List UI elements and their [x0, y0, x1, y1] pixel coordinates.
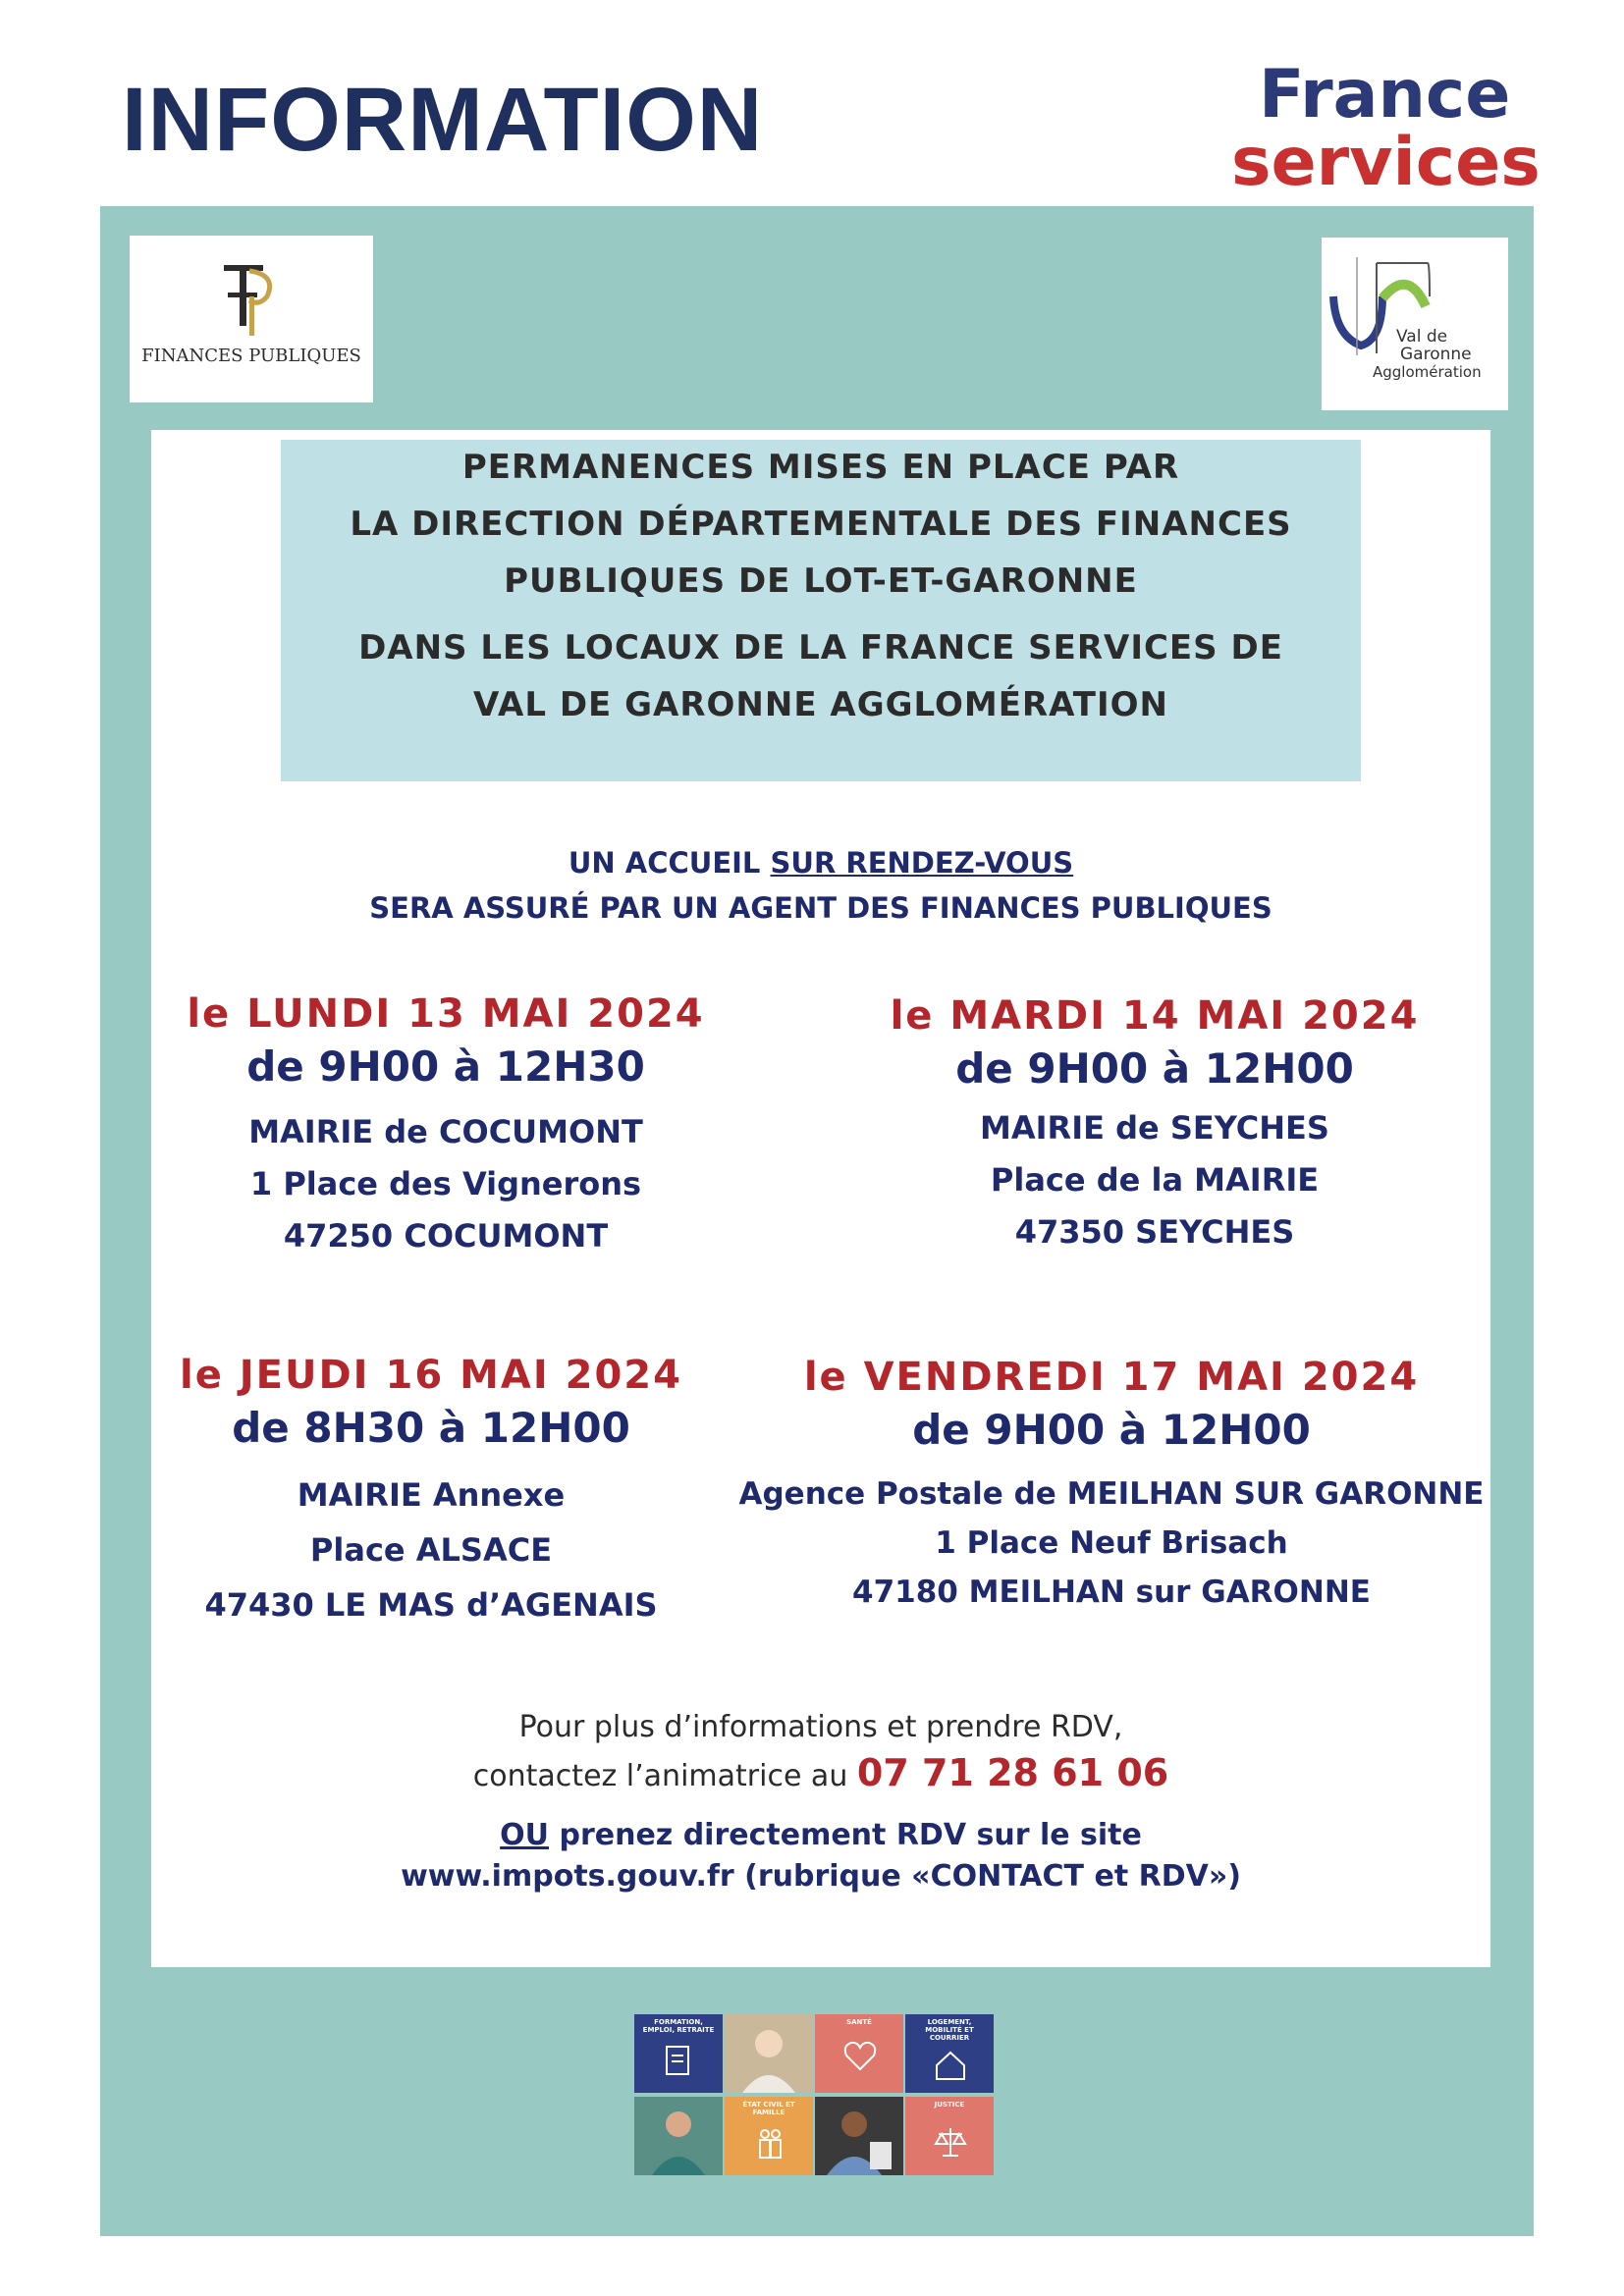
collage-tile — [905, 2097, 994, 2175]
session-address-line: Agence Postale de MEILHAN SUR GARONNE — [738, 1476, 1485, 1512]
contact-line1: Pour plus d’informations et prendre RDV, — [518, 1710, 1123, 1744]
france-services-logo-line1: France — [1259, 56, 1511, 133]
intro-line2: SERA ASSURÉ PAR UN AGENT DES FINANCES PUBLIQUES — [369, 891, 1272, 925]
contact-line2 — [151, 1751, 1490, 1794]
val-de-garonne-logo — [1322, 238, 1508, 410]
session-hours: de 8H30 à 12H00 — [232, 1404, 630, 1452]
contact-line3 — [151, 1818, 1490, 1852]
vg-mark-icon — [1322, 238, 1508, 410]
session-address-line: 47430 LE MAS d’AGENAIS — [204, 1586, 658, 1624]
vg-label-line1: Val de — [1396, 327, 1448, 347]
tile-caption: SANTÉ — [846, 2018, 872, 2026]
title-line: LA DIRECTION DÉPARTEMENTALE DES FINANCES — [350, 505, 1292, 544]
collage-tile — [634, 2014, 723, 2093]
session-address-line: 1 Place des Vignerons — [249, 1165, 642, 1202]
session-hours: de 9H00 à 12H00 — [955, 1044, 1354, 1093]
services-collage — [634, 2014, 996, 2175]
tile-caption: JUSTICE — [934, 2101, 965, 2109]
title-line: DANS LES LOCAUX DE LA FRANCE SERVICES DE — [358, 628, 1283, 667]
intro-underlined: SUR RENDEZ-VOUS — [770, 846, 1074, 880]
session-monday — [151, 991, 740, 1262]
contact-ou: OU — [500, 1818, 550, 1852]
session-day: le JEUDI 16 MAI 2024 — [180, 1353, 682, 1398]
title-line: PERMANENCES MISES EN PLACE PAR — [461, 448, 1180, 487]
title-line: PUBLIQUES DE LOT-ET-GARONNE — [504, 561, 1138, 601]
document-icon — [664, 2044, 693, 2079]
collage-tile — [815, 2014, 903, 2093]
collage-photo-tile — [634, 2097, 723, 2175]
session-address-line: Place ALSACE — [309, 1531, 553, 1569]
collage-photo-tile — [815, 2097, 903, 2175]
tile-caption: FORMATION, EMPLOI, RETRAITE — [642, 2018, 715, 2034]
session-address-line: 47180 MEILHAN sur GARONNE — [852, 1575, 1371, 1610]
session-address-line: 1 Place Neuf Brisach — [935, 1525, 1288, 1561]
collage-photo-tile — [725, 2014, 813, 2093]
tile-caption: LOGEMENT, MOBILITÉ ET COURRIER — [925, 2018, 974, 2042]
heart-icon — [842, 2038, 878, 2073]
phone-number: 07 71 28 61 06 — [856, 1751, 1169, 1794]
fp-monogram-icon — [130, 236, 373, 402]
session-address-line: 47350 SEYCHES — [1014, 1213, 1295, 1251]
session-tuesday — [860, 993, 1449, 1258]
session-hours: de 9H00 à 12H30 — [246, 1042, 645, 1091]
session-address-line: Place de la MAIRIE — [990, 1161, 1320, 1199]
session-day: le MARDI 14 MAI 2024 — [890, 993, 1420, 1039]
finances-publiques-label: FINANCES PUBLIQUES — [141, 346, 361, 366]
tile-caption: ÉTAT CIVIL ET FAMILLE — [742, 2101, 795, 2116]
intro-prefix: UN ACCUEIL — [568, 846, 771, 880]
title-box — [281, 440, 1361, 781]
session-address-line: MAIRIE Annexe — [297, 1476, 566, 1514]
collage-tile — [905, 2014, 994, 2093]
person-photo-icon — [634, 2097, 723, 2175]
session-day: le VENDREDI 17 MAI 2024 — [803, 1355, 1420, 1400]
vg-label-line2: Garonne — [1400, 345, 1472, 364]
person-photo-icon — [725, 2014, 813, 2093]
title-line: VAL DE GARONNE AGGLOMÉRATION — [473, 685, 1168, 724]
session-thursday — [151, 1353, 711, 1632]
session-hours: de 9H00 à 12H00 — [912, 1406, 1311, 1454]
vg-label-line3: Agglomération — [1373, 363, 1482, 381]
collage-tile — [725, 2097, 813, 2175]
contact-line3-rest: prenez directement RDV sur le site — [549, 1818, 1142, 1852]
page-title: INFORMATION — [122, 70, 764, 170]
website-text: www.impots.gouv.fr (rubrique «CONTACT et RDV») — [401, 1859, 1241, 1894]
scales-icon — [933, 2122, 968, 2162]
session-address-line: MAIRIE de SEYCHES — [980, 1109, 1329, 1147]
session-day: le LUNDI 13 MAI 2024 — [187, 991, 705, 1037]
family-icon — [752, 2124, 787, 2163]
finances-publiques-logo — [130, 236, 373, 402]
france-services-logo — [1231, 56, 1541, 202]
house-icon — [933, 2048, 968, 2083]
session-address-line: MAIRIE de COCUMONT — [248, 1113, 643, 1150]
person-photo-icon — [815, 2097, 903, 2175]
session-friday — [738, 1355, 1485, 1617]
contact-prefix: contactez l’animatrice au — [472, 1759, 857, 1793]
intro-line1 — [151, 846, 1490, 880]
france-services-logo-line2: services — [1231, 124, 1541, 202]
session-address-line: 47250 COCUMONT — [283, 1217, 609, 1255]
